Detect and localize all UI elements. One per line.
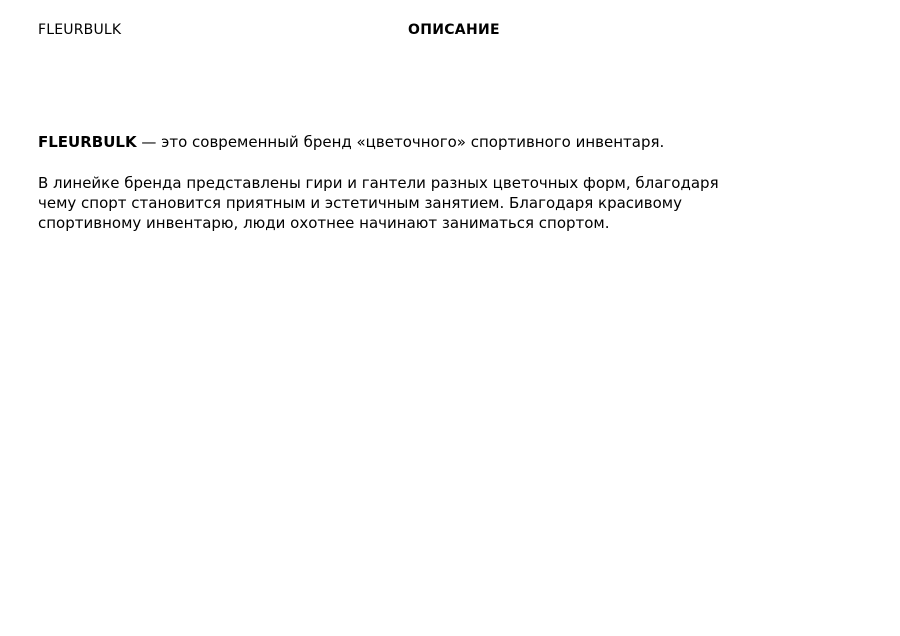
description-lead [38, 132, 728, 152]
lead-text: — это современный бренд «цветочного» спортивного инвентаря. [136, 133, 665, 151]
description-block [38, 132, 728, 233]
brand-name: FLEURBULK [38, 22, 122, 38]
description-body: В линейке бренда представлены гири и гантели разных цветочных форм, благодаря чему спорт становится приятным и эстетичным занятием. Благодаря красивому спортивному инвентарю, люди охотнее начинают заниматься спортом. [38, 174, 719, 232]
section-title: ОПИСАНИЕ [408, 22, 500, 38]
lead-brand-name: FLEURBULK [38, 133, 137, 151]
